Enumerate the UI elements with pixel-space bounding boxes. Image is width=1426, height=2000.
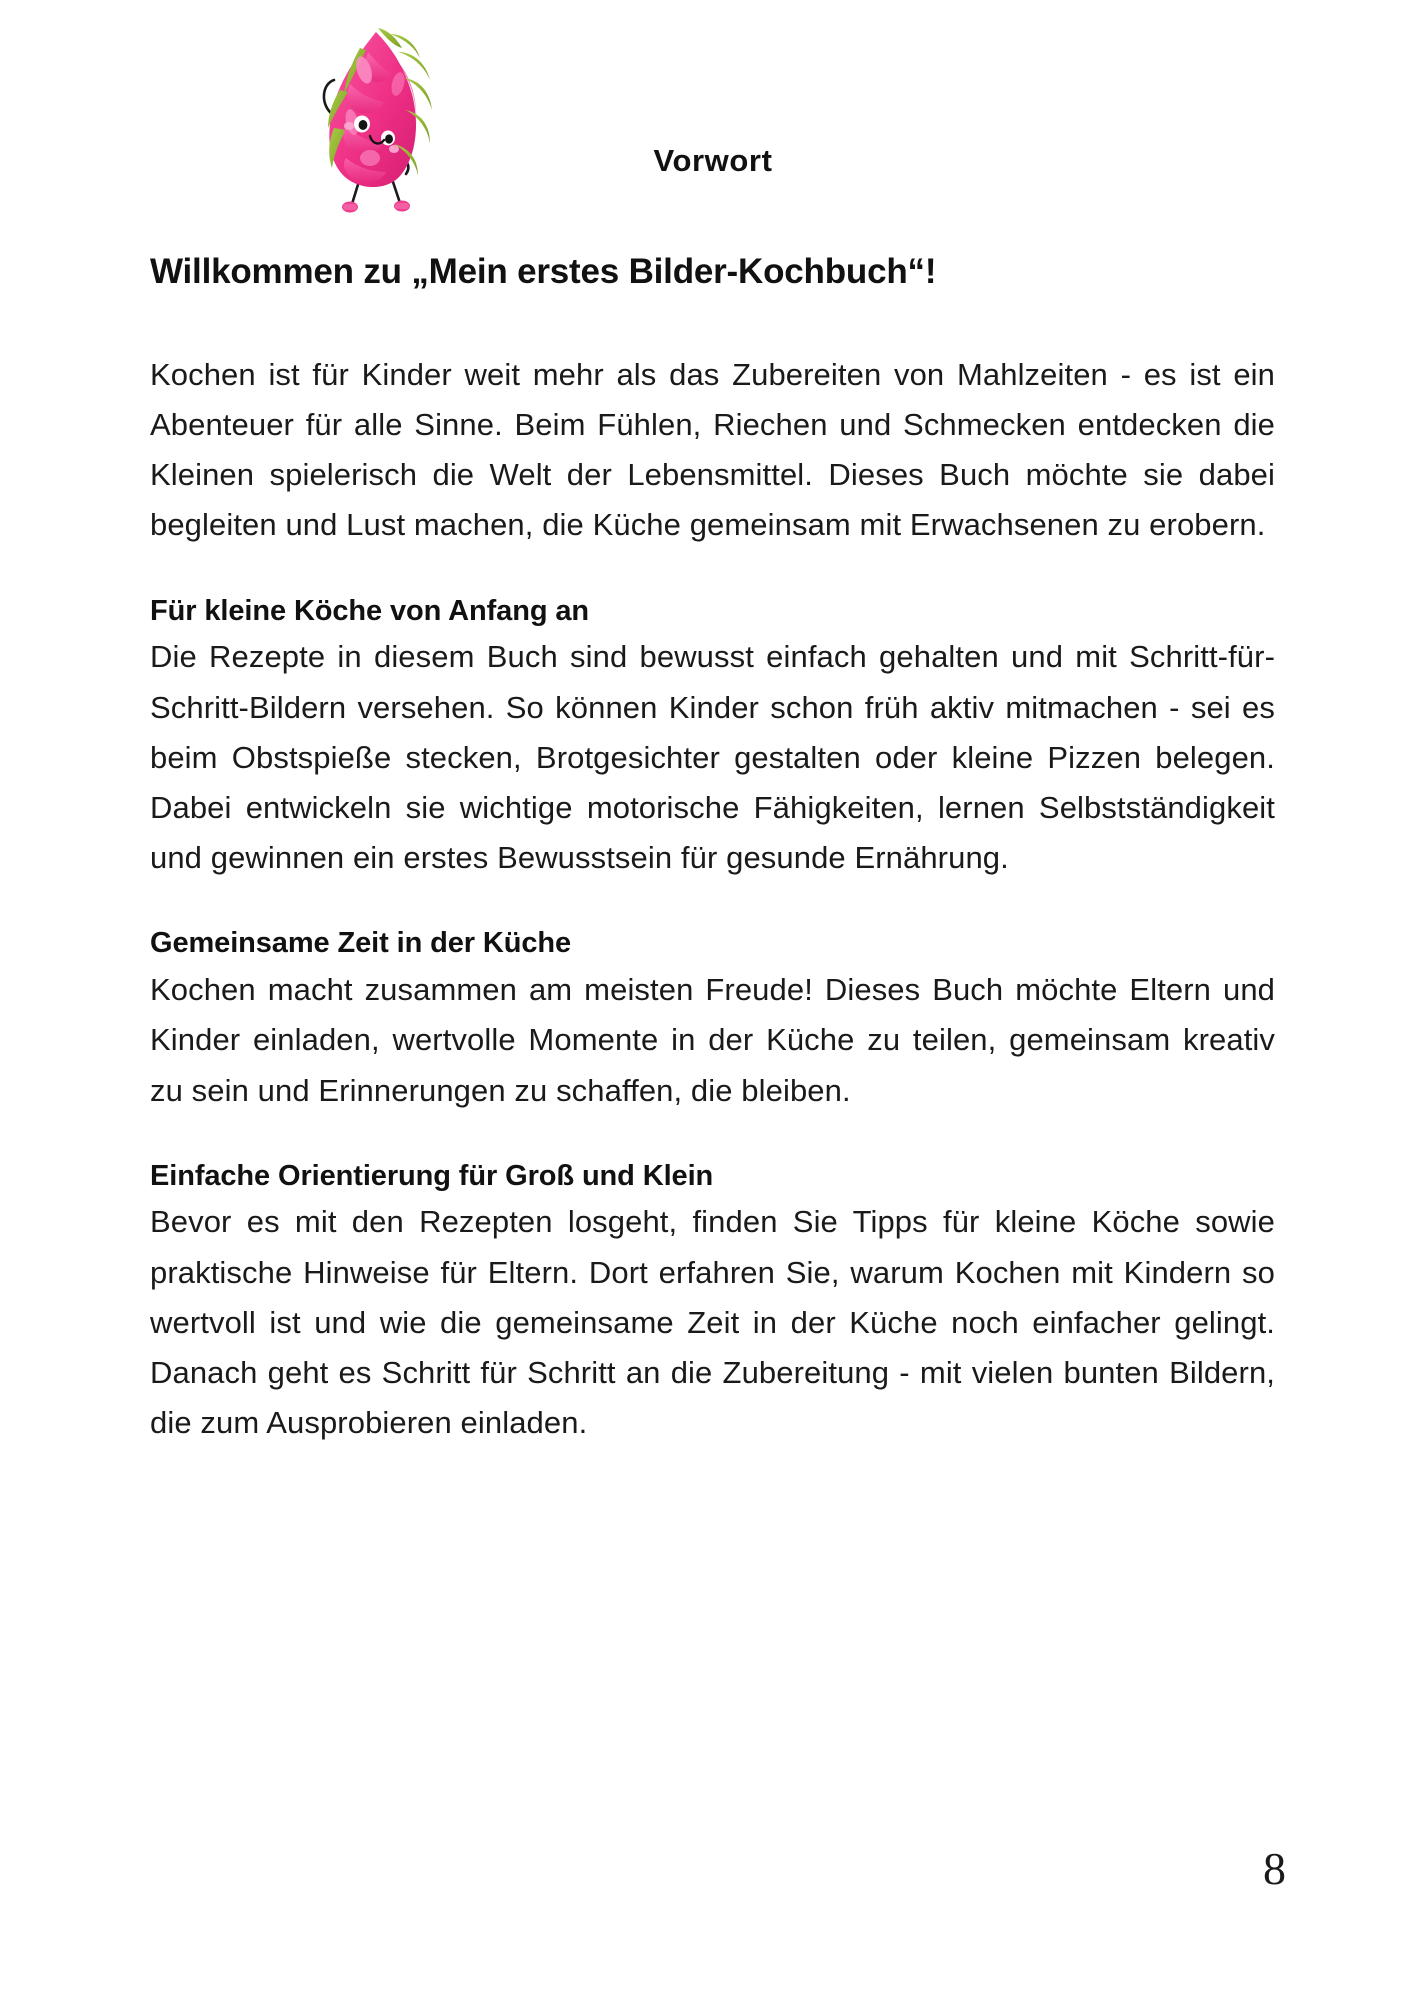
page-title: Willkommen zu „Mein erstes Bilder-Kochbuch“! bbox=[150, 252, 937, 291]
dragon-fruit-icon bbox=[290, 18, 470, 213]
section-heading-3: Einfache Orientierung für Groß und Klein bbox=[150, 1159, 714, 1192]
section-heading-2: Gemeinsame Zeit in der Küche bbox=[150, 927, 572, 960]
spacer bbox=[150, 883, 1275, 925]
intro-paragraph: Kochen ist für Kinder weit mehr als das Zubereiten von Mahlzeiten - es ist ein Abenteuer für alle Sinne. Beim Fühlen, Riechen und Schmecken entdecken die Kleinen spielerisch die Welt der Lebensmittel. Dieses Buch möchte sie dabei begleiten und Lust machen, die Küche gemeinsam mit Erwachsenen zu erobern. bbox=[150, 356, 1275, 543]
section-body-3: Bevor es mit den Rezepten losgeht, finden Sie Tipps für kleine Köche sowie praktische Hinweise für Eltern. Dort erfahren Sie, warum Kochen mit Kindern so wertvoll ist und wie die gemeinsame Zeit in der Küche noch einfacher gelingt. Danach geht es Schritt für Schritt an die Zubereitung - mit vielen bunten Bildern, die zum Ausprobieren einladen. bbox=[150, 1204, 1275, 1441]
page-number: 8 bbox=[1263, 1843, 1286, 1894]
content-column bbox=[150, 250, 1275, 1449]
section-heading-1: Für kleine Köche von Anfang an bbox=[150, 594, 590, 627]
spacer bbox=[150, 551, 1275, 593]
section-body-2: Kochen macht zusammen am meisten Freude! Dieses Buch möchte Eltern und Kinder einladen, wertvolle Momente in der Küche zu teilen, gemeinsam kreativ zu sein und Erinnerungen zu schaffen, die bleiben. bbox=[150, 972, 1275, 1108]
spacer bbox=[150, 294, 1275, 350]
spacer bbox=[150, 1116, 1275, 1158]
section-body-1: Die Rezepte in diesem Buch sind bewusst einfach gehalten und mit Schritt-für-Schritt-Bildern versehen. So können Kinder schon früh aktiv mitmachen - sei es beim Obstspieße stecken, Brotgesichter gestalten oder kleine Pizzen belegen. Dabei entwickeln sie wichtige motorische Fähigkeiten, lernen Selbstständigkeit und gewinnen ein erstes Bewusstsein für gesunde Ernährung. bbox=[150, 639, 1275, 876]
page-header-title: Vorwort bbox=[653, 143, 773, 178]
